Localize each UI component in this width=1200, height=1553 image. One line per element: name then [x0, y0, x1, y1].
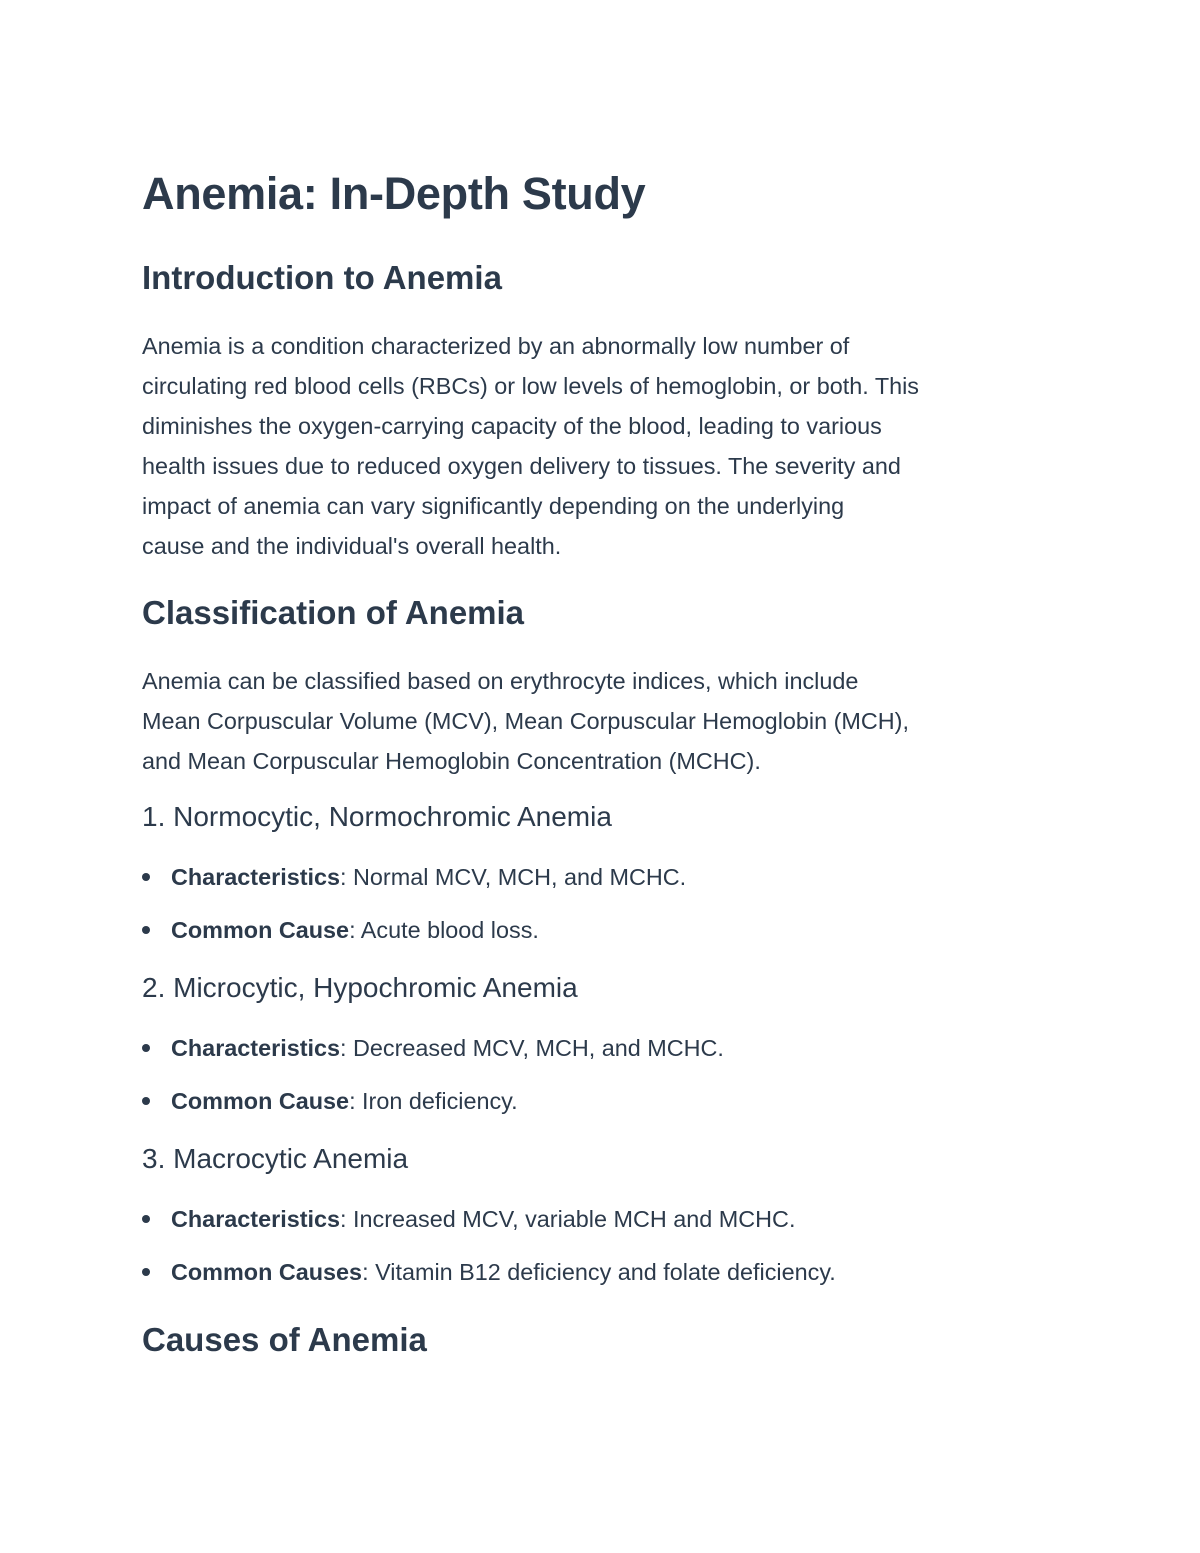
bullet-text: : Iron deficiency.: [349, 1088, 518, 1114]
paragraph-line: circulating red blood cells (RBCs) or low levels of hemoglobin, or both. This: [142, 373, 920, 399]
bullet-text: : Vitamin B12 deficiency and folate deficiency.: [362, 1259, 836, 1285]
paragraph-line: and Mean Corpuscular Hemoglobin Concentration (MCHC).: [142, 748, 761, 774]
classification-paragraph: [142, 661, 1062, 781]
subsection-heading-normocytic: 1. Normocytic, Normochromic Anemia: [142, 801, 612, 832]
paragraph-line: Anemia is a condition characterized by an abnormally low number of: [142, 333, 850, 359]
bullet-label: Characteristics: [171, 1035, 341, 1061]
bullet-icon: [142, 1215, 150, 1223]
section-heading-causes: Causes of Anemia: [142, 1321, 427, 1358]
bullet-label: Common Causes: [171, 1259, 363, 1285]
bullet-text: : Acute blood loss.: [349, 917, 539, 943]
paragraph-line: Anemia can be classified based on erythrocyte indices, which include: [142, 668, 859, 694]
bullet-icon: [142, 1268, 150, 1276]
bullet-label: Common Cause: [171, 917, 350, 943]
bullet-label: Common Cause: [171, 1088, 350, 1114]
bullet-icon: [142, 873, 150, 881]
bullet-text: : Decreased MCV, MCH, and MCHC.: [340, 1035, 724, 1061]
document-title: Anemia: In-Depth Study: [142, 168, 646, 219]
bullet-label: Characteristics: [171, 1206, 341, 1232]
bullet-text: : Increased MCV, variable MCH and MCHC.: [340, 1206, 796, 1232]
bullet-icon: [142, 1044, 150, 1052]
subsection-heading-microcytic: 2. Microcytic, Hypochromic Anemia: [142, 972, 578, 1003]
bullet-icon: [142, 1097, 150, 1105]
paragraph-line: impact of anemia can vary significantly depending on the underlying: [142, 493, 845, 519]
bullet-label: Characteristics: [171, 864, 341, 890]
section-heading-introduction: Introduction to Anemia: [142, 259, 502, 296]
paragraph-line: cause and the individual's overall health.: [142, 533, 562, 559]
bullet-text: : Normal MCV, MCH, and MCHC.: [340, 864, 687, 890]
subsection-heading-macrocytic: 3. Macrocytic Anemia: [142, 1143, 409, 1174]
section-heading-classification: Classification of Anemia: [142, 594, 525, 631]
bullet-icon: [142, 926, 150, 934]
paragraph-line: Mean Corpuscular Volume (MCV), Mean Corpuscular Hemoglobin (MCH),: [142, 708, 909, 734]
paragraph-line: health issues due to reduced oxygen delivery to tissues. The severity and: [142, 453, 901, 479]
introduction-paragraph: [142, 326, 1062, 566]
paragraph-line: diminishes the oxygen-carrying capacity of the blood, leading to various: [142, 413, 882, 439]
